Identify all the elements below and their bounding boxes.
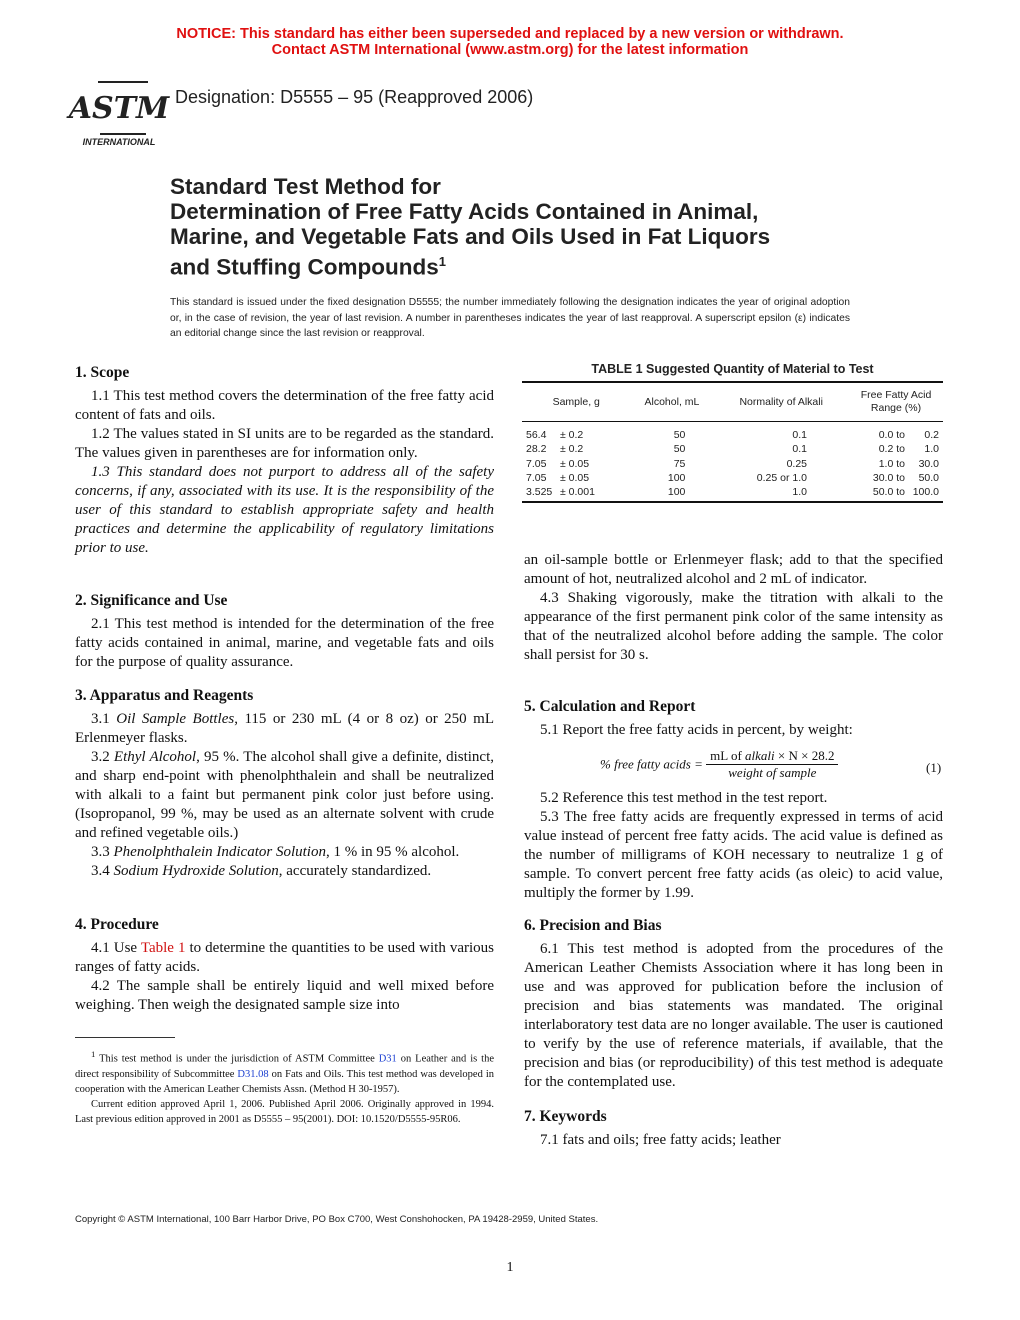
page-number: 1 [506,1260,514,1275]
table-cell: 0.25 or 1.0 [756,471,807,484]
section-significance: 2. Significance and Use 2.1 This test method is intended for the determination of the free fatty acids contained in animal, marine, and vegetable fats and oils for the purpose of quality assurance. [75,592,494,670]
astm-logo [68,74,170,148]
section-procedure: 4. Procedure 4.1 Use Table 1 to determine the quantities to be used with various ranges of fatty acids. 4.2 The sample shall be entirely liquid and well mixed before weighing. Then weigh the designated sample size into [75,916,495,1013]
table-row [522,485,943,502]
section-precision: 6. Precision and Bias 6.1 This test method is adopted from the procedures of the American Leather Chemists Association where it has long been in use and was approved for publication before the inclusion of precision and bias statements was mandated. The original interlaboratory test data are no longer available. The user is cautioned to verify by the use of reference materials, if available, that the precision and bias (or reproducibility) of this test method is adequate for the contemplated use. [524,917,943,1090]
table-cell: 0.1 [792,443,807,456]
table-1: TABLE 1 Suggested Quantity of Material to Test Sample, g Alcohol, mL Normality of Alkali Free Fatty Acid Range (%) 56.4 ± 0.2 50 0.1 0.0 to 0.2 28.2 ± 0.2 50 0.1 0.2 to 1.0 7.05 ± 0.05 75 0.25 1.0 to 30.0 7.05 ± 0.05 100 0.25 or 1.0 30.0 to 50.0 3.525 ± 0.001 100 1.0 50.0 to 100.0 [522,362,943,503]
table-cell: 50 [673,429,686,441]
table-row [522,471,943,485]
copyright: Copyright © ASTM International, 100 Barr Harbor Drive, PO Box C700, West Conshohocken, PA 19428-2959, United States. [75,1214,599,1225]
section-calculation: 5. Calculation and Report 5.1 Report the free fatty acids in percent, by weight: [524,698,853,738]
document-title: Standard Test Method for Determination of Free Fatty Acids Contained in Animal, Marine, and Vegetable Fats and Oils Used in Fat Liquors and Stuffing Compounds$^1$ [170,174,771,280]
table-row [522,457,943,471]
table-cell: 100 [667,471,686,484]
section-apparatus: 3. Apparatus and Reagents 3.1 Oil Sample Bottles, 115 or 230 mL (4 or 8 oz) or 250 mL Erlenmeyer flasks. 3.2 Ethyl Alcohol, 95 %. The alcohol shall give a definite, distinct, and sharp end-point with phenolphthalein and shall be neutralized with alkali to a faint but permanent pink color just before using. (Isopropanol, 99 %, may be used as an alternate solvent with crude and refined vegetable oils.) 3.3 Phenolphthalein Indicator Solution, 1 % in 95 % alcohol. 3.4 Sodium Hydroxide Solution, accurately standardized. [75,687,495,879]
table-cell: 0.0 to 0.2 [878,429,939,441]
svg-text:ASTM: ASTM [68,91,170,126]
supersede-notice: NOTICE: This standard has either been superseded and replaced by a new version or withdrawn. Contact ASTM International (www.astm.org) for the latest information [176,26,844,58]
subcommittee-d31-08-link[interactable]: D31.08 [237,1068,269,1080]
section-calculation-cont: 5.2 Reference this test method in the test report. 5.3 The free fatty acids are frequently expressed in terms of acid value instead of percent free fatty acids. The acid value is defined as the number of milligrams of KOH necessary to neutralize 1 g of sample. To convert percent free fatty acids (as oleic) to acid value, multiply the former by 1.99. [524,790,943,901]
table-cell: 100 [667,486,686,499]
table-cell: 7.05 ± 0.05 [526,457,590,470]
section-keywords: 7. Keywords 7.1 fats and oils; free fatty acids; leather [524,1108,781,1148]
designation: Designation: D5555 – 95 (Reapproved 2006) [175,87,534,107]
committee-d31-link[interactable]: D31 [378,1053,397,1065]
equation-number: (1) [926,760,942,775]
table-cell: 1.0 [792,486,807,499]
issuance-note: This standard is issued under the fixed designation D5555; the number immediately following the designation indicates the year of original adoption or, in the case of revision, the year of last revision. A number in parentheses indicates the year of last reapproval. A superscript epsilon (ε) indicates an editorial change since the last revision or reapproval. [170,297,850,339]
footnote-divider [75,1037,175,1038]
procedure-continued: an oil-sample bottle or Erlenmeyer flask; add to that the specified amount of hot, neutralized alcohol and 2 mL of indicator. 4.3 Shaking vigorously, make the titration with alkali to the appearance of the first permanent pink color of the same intensity as that of the neutralized alcohol before adding the sample. The color shall persist for 30 s. [524,552,943,663]
table-cell: 0.2 to 1.0 [878,443,939,456]
table-cell: 30.0 to 50.0 [872,471,939,484]
equation-1: % free fatty acids = $\frac{\text{mL of alkali × N × 28.2}}{\text{weight of sample}}$ [600,748,838,781]
table-cell: 28.2 ± 0.2 [526,443,584,456]
table-cell: 75 [673,457,686,470]
table-cell: 0.1 [792,429,807,441]
table-cell: 50 [673,443,686,456]
svg-text:INTERNATIONAL: INTERNATIONAL [82,137,156,147]
table-caption: TABLE 1 Suggested Quantity of Material to Test [591,362,874,376]
footnote: $^1$ This test method is under the jurisdiction of ASTM Committee D31 on Leather and is the direct responsibility of Subcommittee D31.08 on Fats and Oils. This test method was developed in cooperation with the American Leather Chemists Assn. (Method H 30-1957). Current edition approved April 1, 2006. Published April 2006. Originally approved in 1994. Last previous edition approved in 2001 as D5555 – 95(2001). DOI: 10.1520/D5555-95R06. [75,1049,494,1126]
table-1-link[interactable]: Table 1 [140,940,186,956]
table-cell: 1.0 to 30.0 [878,457,939,470]
table-cell: 7.05 ± 0.05 [526,471,590,484]
table-cell: 56.4 ± 0.2 [526,429,584,441]
section-scope: 1. Scope 1.1 This test method covers the determination of the free fatty acid content of fats and oils. 1.2 The values stated in SI units are to be regarded as the standard. The values given in parentheses are for information only. 1.3 This standard does not purport to address all of the safety concerns, if any, associated with its use. It is the responsibility of the user of this standard to establish appropriate safety and health practices and determine the applicability of regulatory limitations prior to use. [75,364,494,556]
table-row [522,422,943,443]
table-cell: 50.0 to 100.0 [872,486,939,499]
table-cell: 0.25 [786,457,807,470]
table-cell: 3.525 ± 0.001 [526,486,595,499]
table-row [522,442,943,456]
